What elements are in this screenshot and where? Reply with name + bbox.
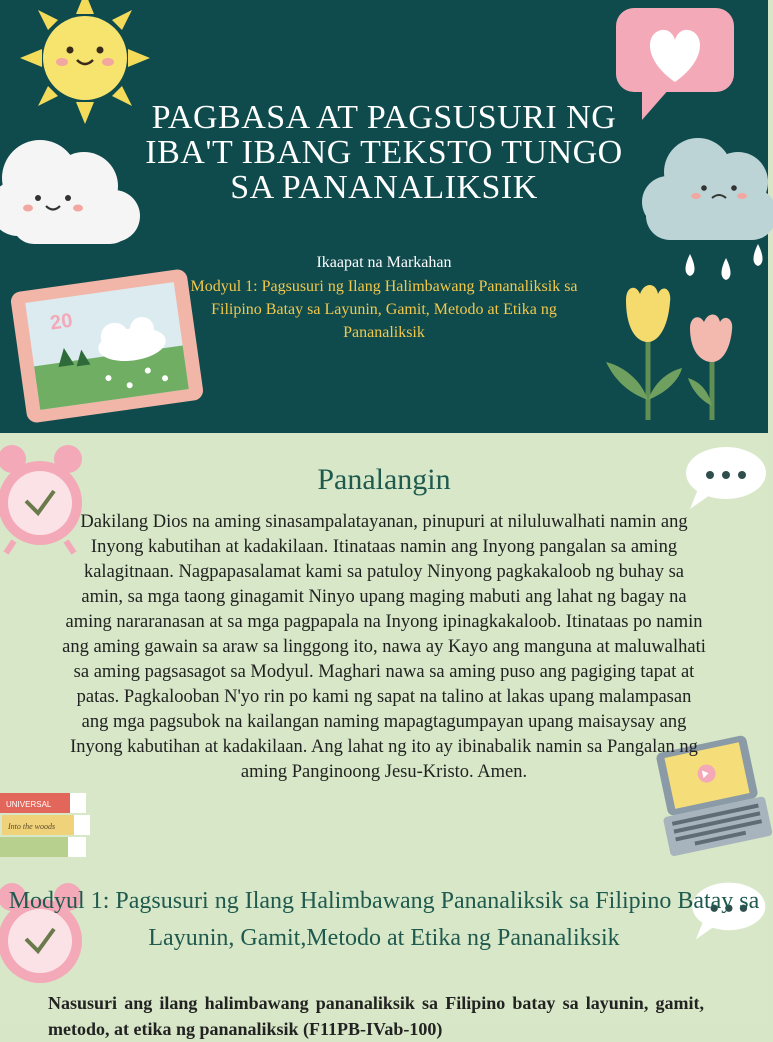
chat-bubble-icon (680, 443, 768, 513)
rain-cloud-icon (638, 126, 773, 286)
book-label: Into the woods (8, 822, 56, 831)
book-label: UNIVERSAL (6, 800, 52, 809)
learning-objective: Nasusuri ang ilang halimbawang pananaliksik sa Filipino batay sa layunin, gamit, metodo, at etika ng pananaliksik (F11PB-IVab-100) (48, 993, 704, 1039)
prayer-slide (0, 433, 768, 865)
stamp-number: 20 (48, 309, 74, 335)
module-slide (0, 865, 768, 1039)
cover-slide (0, 0, 768, 433)
tulip-flowers-icon (600, 280, 750, 430)
postage-stamp-icon (4, 262, 210, 430)
module-title: Modyul 1: Pagsusuri ng Ilang Halimbawang Pananaliksik sa Filipino Batay sa Layunin, Gamit,Metodo at Etika ng Pananaliksik (8, 888, 760, 951)
cover-title: PAGBASA AT PAGSUSURI NG IBA'T IBANG TEKSTO TUNGO SA PANANALIKSIK (145, 99, 623, 206)
prayer-title: Panalangin (317, 463, 451, 496)
book-stack-icon (0, 785, 100, 869)
cover-module-title: Modyul 1: Pagsusuri ng Ilang Halimbawang Pananaliksik sa Filipino Batay sa Layunin, Gamit, Metodo at Etika ng Pananaliksik (190, 278, 578, 341)
quarter-label: Ikaapat na Markahan (316, 254, 452, 271)
prayer-body: Dakilang Dios na aming sinasampalatayanan, pinupuri at niluluwalhati namin ang Inyong kabutihan at kadakilaan. Itinataas namin ang Inyong pangalan sa aming kalagitnaan. Nagpapasalamat kami sa patuloy Ninyong pagkakaloob ng buhay sa amin, sa mga taong ginagamit Ninyo upang maging mabuti ang lahat ng bagay na aming nararanasan at sa mga pagpapala na Inyong ipinagkakaloob. Itinataas po namin ang aming gawain sa araw sa linggong ito, nawa ay Kayo ang manguna at maluwalhati sa aming pagsasagot sa Modyul. Maghari nawa sa aming puso ang pagiging tapat at patas. Pagkalooban N'yo rin po kami ng sapat na talino at lakas upang malampasan ang mga pagsubok na kailangan naming mapagtagumpayan upang maisaysay ang Inyong kabutihan at kadakilaan. Ang lahat ng ito ay ibinabalik namin sa Pangalan ng aming Panginoong Jesu-Kristo. Amen. (62, 512, 706, 782)
